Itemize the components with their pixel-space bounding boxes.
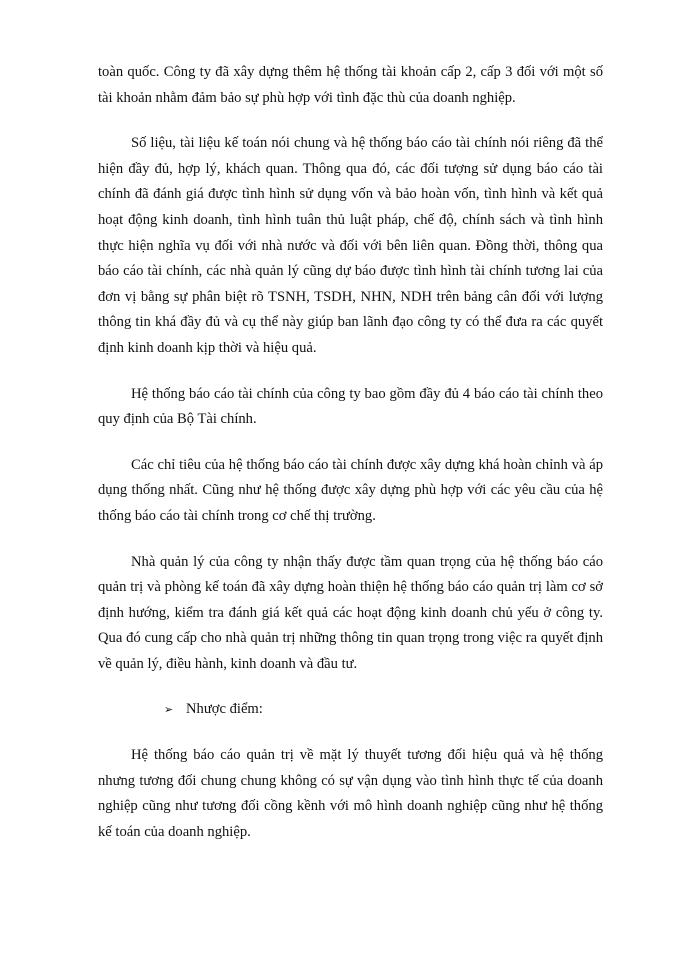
paragraph-accounting-data: Số liệu, tài liệu kế toán nói chung và hệ thống báo cáo tài chính nói riêng đã thể hiện đầy đủ, hợp lý, khách quan. Thông qua đó, các đối tượng sử dụng báo cáo tài chính đã đánh giá được tình hình sử dụng vốn và bảo hoàn vốn, tình hình và kết quả hoạt động kinh doanh, tình hình tuân thủ luật pháp, chế độ, chính sách và tình hình thực hiện nghĩa vụ đối với nhà nước và đối với bên liên quan. Đồng thời, thông qua báo cáo tài chính, các nhà quản lý cũng dự báo được tình hình tài chính tương lai của đơn vị bằng sự phân biệt rõ TSNH, TSDH, NHN, NDH trên bảng cân đối với lượng thông tin khá đầy đủ và cụ thể này giúp ban lãnh đạo công ty có thể đưa ra các quyết định kinh doanh kịp thời và hiệu quả. <box>98 135 603 356</box>
paragraph-continuation: toàn quốc. Công ty đã xây dựng thêm hệ thống tài khoản cấp 2, cấp 3 đối với một số tài khoản nhằm đảm bảo sự phù hợp với tình đặc thù của doanh nghiệp. <box>98 64 603 106</box>
weakness-heading <box>164 697 603 723</box>
weakness-heading-label: Nhược điểm: <box>186 701 263 718</box>
paragraph-management: Nhà quản lý của công ty nhận thấy được tầm quan trọng của hệ thống báo cáo quản trị và phòng kế toán đã xây dựng hoàn thiện hệ thống báo cáo quản trị làm cơ sở định hướng, kiểm tra đánh giá kết quả các hoạt động kinh doanh chủ yếu ở công ty. Qua đó cung cấp cho nhà quản trị những thông tin quan trọng trong việc ra quyết định về quản lý, điều hành, kinh doanh và đầu tư. <box>98 553 603 672</box>
document-body <box>98 60 603 865</box>
paragraph-weakness: Hệ thống báo cáo quản trị về mặt lý thuyết tương đối hiệu quả và hệ thống nhưng tương đối chung chung không có sự vận dụng vào tình hình thực tế của doanh nghiệp cũng như tương đối cồng kềnh với mô hình doanh nghiệp cũng như hệ thống kế toán của doanh nghiệp. <box>98 747 603 840</box>
paragraph-indicators: Các chỉ tiêu của hệ thống báo cáo tài chính được xây dựng khá hoàn chỉnh và áp dụng thống nhất. Cũng như hệ thống được xây dựng phù hợp với các yêu cầu của hệ thống báo cáo tài chính trong cơ chế thị trường. <box>98 456 603 524</box>
paragraph-report-system: Hệ thống báo cáo tài chính của công ty bao gồm đầy đủ 4 báo cáo tài chính theo quy định của Bộ Tài chính. <box>98 385 603 428</box>
arrow-bullet-icon: ➢ <box>164 703 174 717</box>
